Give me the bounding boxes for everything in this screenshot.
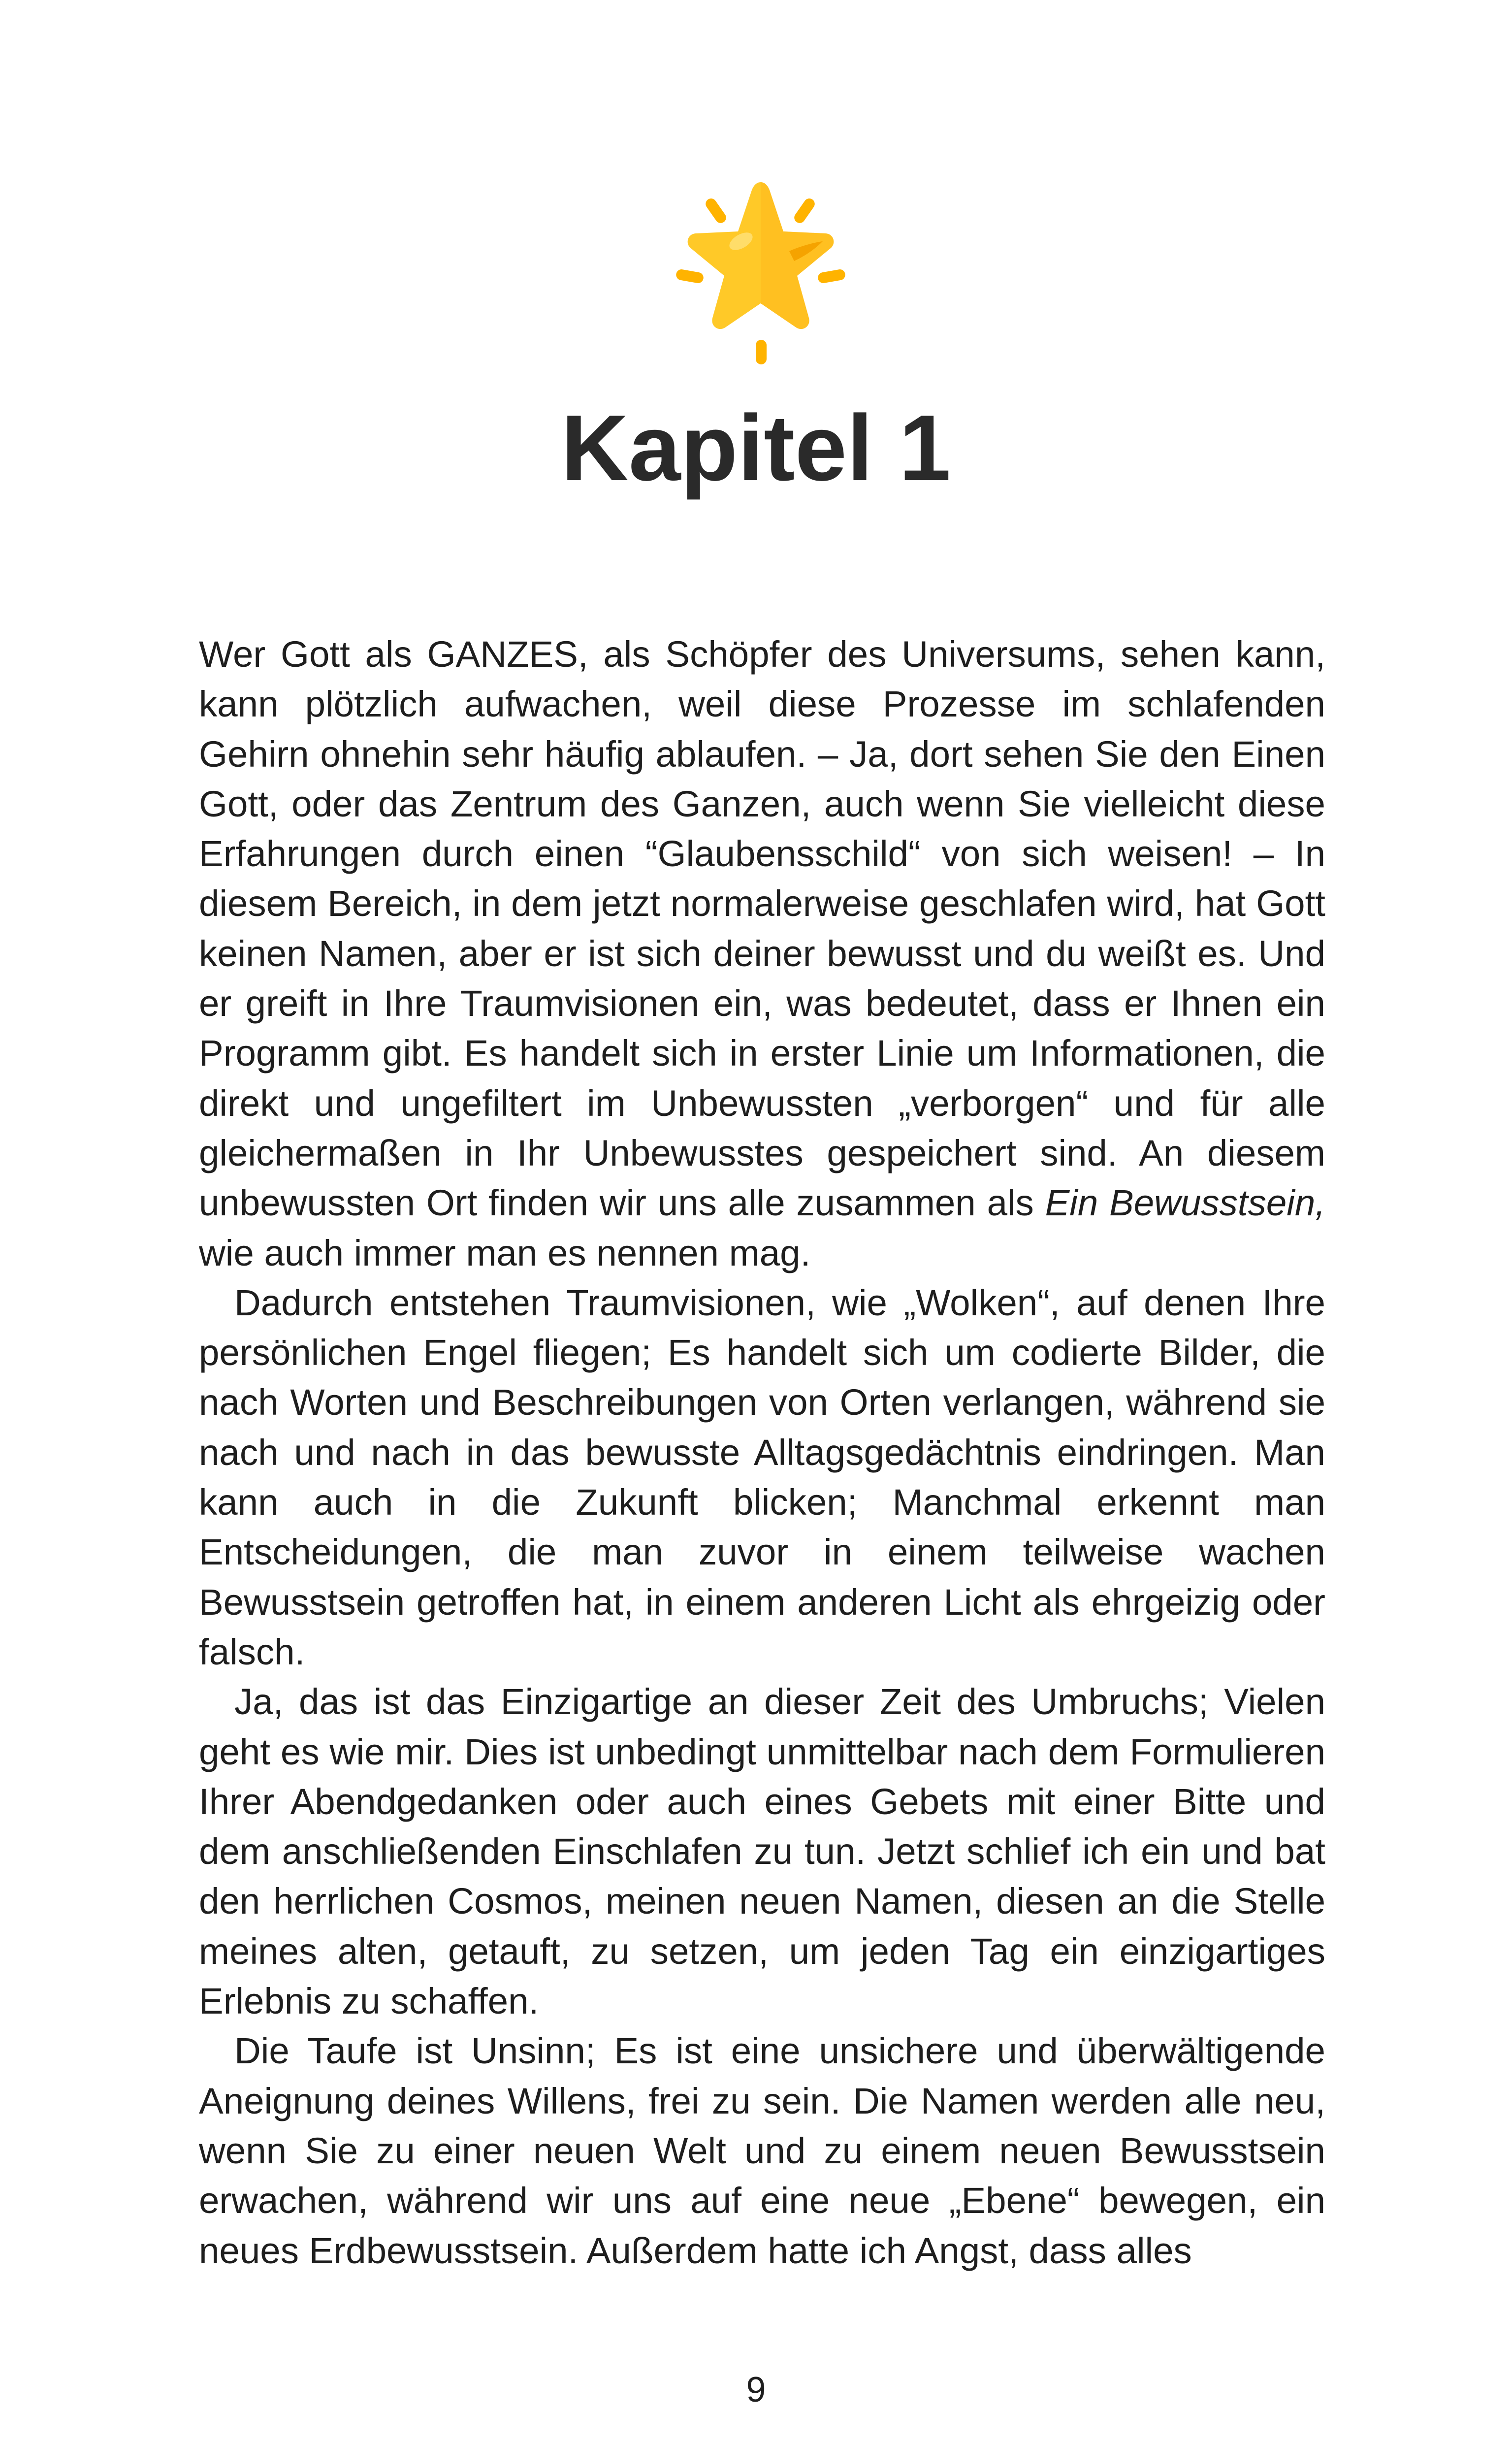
paragraph: Dadurch entstehen Traumvisionen, wie „Wolken“, auf denen Ihre persönlichen Engel fliegen; Es handelt sich um codierte Bilder, die nach Worten und Beschreibungen von Orten verlangen, während sie nach und nach in das bewusste Alltagsgedächtnis eindringen. Man kann auch in die Zukunft blicken; Manchmal erkennt man Entscheidungen, die man zuvor in einem teilweise wachen Bewusstsein getroffen hat, in einem anderen Licht als ehrgeizig oder falsch. — [199, 1282, 1325, 1672]
paragraph-text: wie auch immer man es nennen mag. — [199, 1232, 811, 1273]
paragraph — [199, 629, 1325, 1278]
glowing-star-icon — [667, 177, 854, 369]
paragraph-text: Wer Gott als GANZES, als Schöpfer des Universums, sehen kann, kann plötzlich aufwachen, weil diese Prozesse im schlafenden Gehirn ohnehin sehr häufig ablaufen. – Ja, dort sehen Sie den Einen Gott, oder das Zentrum des Ganzen, auch wenn Sie vielleicht diese Erfahrungen durch einen “Glaubensschild“ von sich weisen! – In diesem Bereich, in dem jetzt normalerweise geschlafen wird, hat Gott keinen Namen, aber er ist sich deiner bewusst und du weißt es. Und er greift in Ihre Traumvisionen ein, was bedeutet, dass er Ihnen ein Programm gibt. Es handelt sich in erster Linie um Informationen, die direkt und ungefiltert im Unbewussten „verborgen“ und für alle gleichermaßen in Ihr Unbewusstes gespeichert sind. An diesem unbewussten Ort finden wir uns alle zusammen als — [199, 634, 1325, 1224]
paragraph: Ja, das ist das Einzigartige an dieser Zeit des Umbruchs; Vielen geht es wie mir. Dies ist unbedingt unmittelbar nach dem Formulieren Ihrer Abendgedanken oder auch eines Gebets mit einer Bitte und dem anschließenden Einschlafen zu tun. Jetzt schlief ich ein und bat den herrlichen Cosmos, meinen neuen Namen, diesen an die Stelle meines alten, getauft, zu setzen, um jeden Tag ein einzigartiges Erlebnis zu schaffen. — [199, 1681, 1325, 2022]
body-text — [199, 629, 1325, 2276]
chapter-title: Kapitel 1 — [561, 396, 951, 500]
italic-phrase: Ein Bewusstsein, — [1045, 1182, 1325, 1224]
paragraph: Die Taufe ist Unsinn; Es ist eine unsichere und überwältigende Aneignung deines Willens, frei zu sein. Die Namen werden alle neu, wenn Sie zu einer neuen Welt und zu einem neuen Bewusstsein erwachen, während wir uns auf eine neue „Ebene“ bewegen, ein neues Erdbewusstsein. Außerdem hatte ich Angst, dass alles — [199, 2030, 1325, 2271]
page-number: 9 — [746, 2370, 766, 2410]
